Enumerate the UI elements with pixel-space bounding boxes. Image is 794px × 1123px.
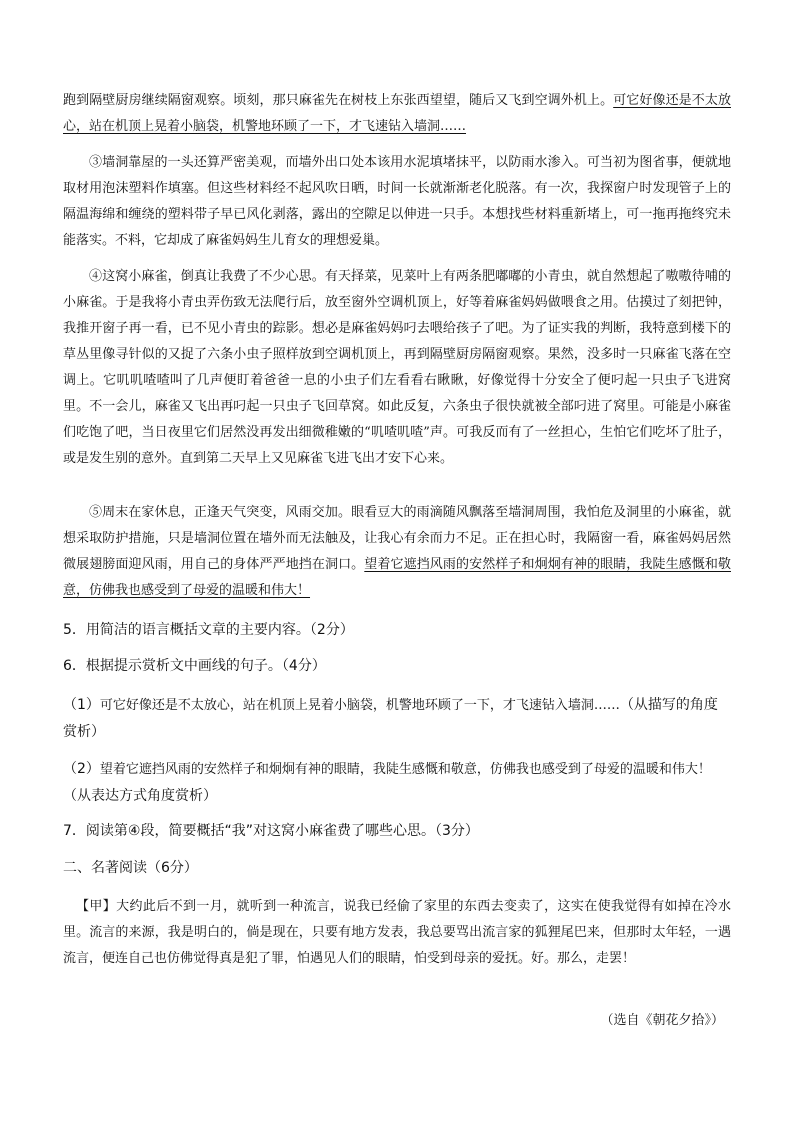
- excerpt-source: （选自《朝花夕拾》）: [600, 1013, 724, 1028]
- passage-paragraph-4: ④这窝小麻雀，倒真让我费了不少心思。有天择菜，见菜叶上有两条肥嘟嘟的小青虫，就自然想起了嗷嗷待哺的小麻雀。于是我将小青虫弄伤致无法爬行后，放至窗外空调机顶上，好等着麻雀妈妈做喂食之用。估摸过了刻把钟，我推开窗子再一看，已不见小青虫的踪影。想必是麻雀妈妈叼去喂给孩子了吧。为了证实我的判断，我特意到楼下的草丛里像寻针似的又捉了六条小虫子照样放到空调机顶上，再到隔壁厨房隔窗观察。果然，没多时一只麻雀飞落在空调上。它叽叽喳喳叫了几声便盯着爸爸一息的小虫子们左看看右瞅瞅，好像觉得十分安全了便叼起一只虫子飞进窝里。不一会儿，麻雀又飞出再叼起一只虫子飞回草窝。如此反复，六条虫子很快就被全部叼进了窝里。可能是小麻雀们吃饱了吧，当日夜里它们居然没再发出细微稚嫩的“叽喳叽喳”声。可我反而有了一丝担心，生怕它们吃坏了肚子，或是发生别的意外。直到第二天早上又见麻雀飞进飞出才安下心来。: [63, 269, 731, 466]
- question-6: 6．根据提示赏析文中画线的句子。（4分）: [63, 658, 326, 674]
- underlined-sentence-2: 望着它遮挡风雨的安然样子和炯炯有神的眼睛，我陡生感慨和敬意，仿佛我也感受到了母爱的温暖和伟大！: [63, 557, 731, 598]
- passage-paragraph-3: ③墙洞靠屋的一头还算严密美观，而墙外出口处本该用水泥填堵抹平，以防雨水渗入。可当初为图省事，便就地取材用泡沫塑料作填塞。但这些材料经不起风吹日晒，时间一长就渐渐老化脱落。有一次，我探窗户时发现管子上的隔温海绵和缠绕的塑料带子早已风化剥落，露出的空隙足以伸进一只手。本想找些材料重新堵上，可一拖再拖终究未能落实。不料，它却成了麻雀妈妈生儿育女的理想爱巢。: [63, 155, 731, 248]
- section-2-heading: 二、名著阅读（6分）: [63, 860, 198, 876]
- question-7: 7．阅读第④段，简要概括“我”对这窝小麻雀费了哪些心思。（3分）: [63, 823, 479, 839]
- excerpt-label: 【甲】: [76, 899, 117, 914]
- part-hint: （从表达方式角度赏析）: [63, 788, 217, 804]
- underlined-sentence-1: 可它好像还是不太放心，站在机顶上晃着小脑袋，机警地环顾了一下，才飞速钻入墙洞……: [63, 93, 731, 134]
- paragraph-text: 跑到隔壁厨房继续隔窗观察。顷刻，那只麻雀先在树枝上东张西望望，随后又飞到空调外机上。: [63, 93, 614, 108]
- passage-paragraph-5: [63, 500, 731, 604]
- part-label: （1）: [63, 697, 100, 713]
- question-6-part-2: [63, 756, 731, 810]
- excerpt-text: 大约此后不到一月，就听到一种流言，说我已经偷了家里的东西去变卖了，这实在使我觉得有如掉在冷水里。流言的来源，我是明白的，倘是现在，只要有地方发表，我总要骂出流言家的狐狸尾巴来，但那时太年轻，一遇流言，便连自己也仿佛觉得真是犯了罪，怕遇见人们的眼睛，怕受到母亲的爱抚。好。那么，走罢！: [63, 899, 731, 966]
- part-label: （2）: [63, 761, 100, 777]
- paragraph-text: ⑤周末在家休息，正逢天气突变，风雨交加。眼看豆大的雨滴随风飘落至墙洞周围，我怕危及洞里的小麻雀，就想采取防护措施，只是墙洞位置在墙外而无法触及，让我心有余而力不足。正在担心时，我隔窗一看，麻雀妈妈居然微展翅膀面迎风雨，用自己的身体严严地挡在洞口。: [63, 505, 731, 572]
- quoted-sentence: 望着它遮挡风雨的安然样子和炯炯有神的眼睛，我陡生感慨和敬意，仿佛我也感受到了母爱的温暖和伟大！: [99, 762, 711, 777]
- question-5: 5．用简洁的语言概括文章的主要内容。（2分）: [63, 622, 354, 638]
- passage-paragraph-2-continued: [63, 88, 731, 140]
- part-hint: （从描写的角度赏析）: [63, 697, 718, 740]
- excerpt-jia: [63, 894, 731, 972]
- question-6-part-1: [63, 692, 731, 746]
- quoted-sentence: 可它好像还是不太放心，站在机顶上晃着小脑袋，机警地环顾了一下，才飞速钻入墙洞……: [99, 698, 620, 713]
